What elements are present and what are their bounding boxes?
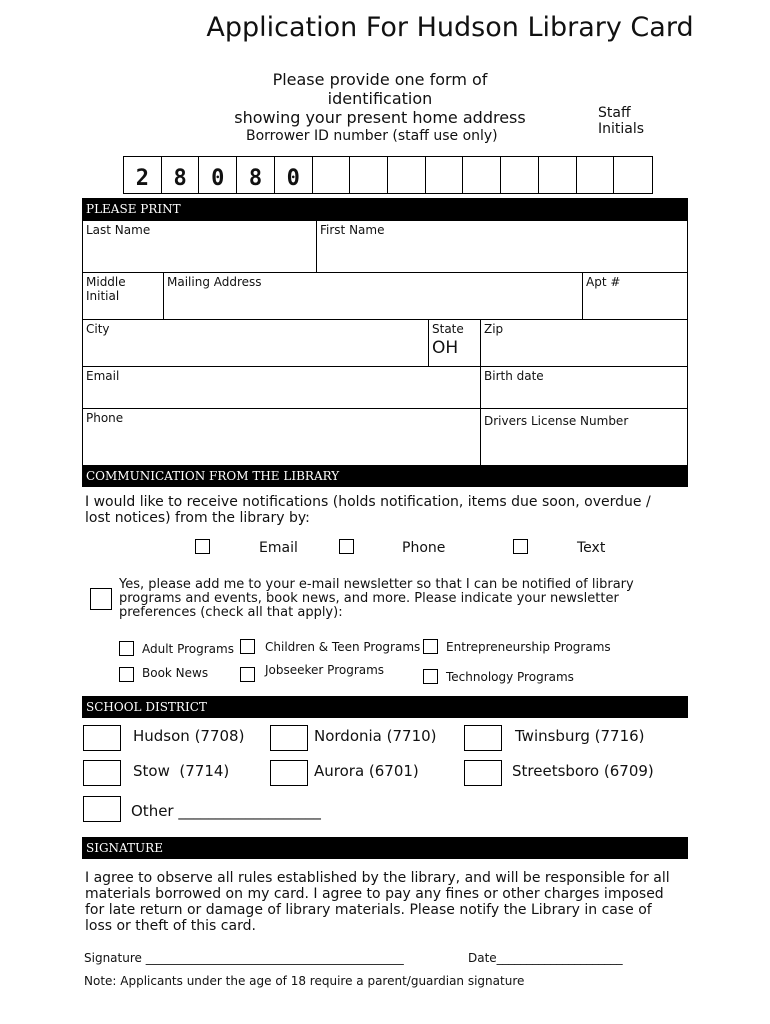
drivers-license-label: Drivers License Number xyxy=(484,414,629,428)
drivers-license-field[interactable] xyxy=(480,408,688,466)
parent-signature-note: Note: Applicants under the age of 18 require a parent/guardian signature xyxy=(84,974,525,988)
phone-field[interactable] xyxy=(82,408,481,466)
technology-programs-checkbox[interactable] xyxy=(423,669,438,684)
borrower-id-digit[interactable] xyxy=(313,157,351,193)
state-value: OH xyxy=(432,338,459,358)
borrower-id-digit[interactable] xyxy=(426,157,464,193)
email-notification-label: Email xyxy=(259,540,298,556)
borrower-id-digit[interactable]: 8 xyxy=(237,157,275,193)
borrower-id-digit[interactable] xyxy=(577,157,615,193)
nordonia-district-box[interactable] xyxy=(270,725,308,751)
first-name-field[interactable] xyxy=(316,220,688,273)
agreement-text: I agree to observe all rules established by the library, and will be responsible for all materials borrowed on my card. I agree to pay any fines or other charges imposed for late return or damage of library materials. Please notify the Library in case of loss or theft of this card. xyxy=(85,870,670,934)
borrower-id-digit[interactable] xyxy=(501,157,539,193)
city-field[interactable] xyxy=(82,319,429,367)
streetsboro-district-box[interactable] xyxy=(464,760,502,786)
borrower-id-digit[interactable]: 2 xyxy=(124,157,162,193)
birth-date-label: Birth date xyxy=(484,369,544,383)
communication-header: COMMUNICATION FROM THE LIBRARY xyxy=(82,465,688,487)
borrower-id-digit[interactable]: 8 xyxy=(162,157,200,193)
personal-info-grid xyxy=(82,220,688,466)
borrower-id-digit[interactable] xyxy=(388,157,426,193)
other-district-box[interactable] xyxy=(83,796,121,822)
id-instructions-line-1: Please provide one form of identification xyxy=(272,70,488,108)
entrepreneurship-programs-checkbox[interactable] xyxy=(423,639,438,654)
hudson-district-box[interactable] xyxy=(83,725,121,751)
phone-label: Phone xyxy=(86,411,124,425)
apt-field[interactable] xyxy=(582,272,688,320)
last-name-field[interactable] xyxy=(82,220,317,273)
borrower-id-digit[interactable] xyxy=(350,157,388,193)
newsletter-checkbox[interactable] xyxy=(90,588,112,610)
id-instructions xyxy=(230,70,530,127)
other-district-label[interactable]: Other ___________________ xyxy=(131,802,321,820)
phone-notification-label: Phone xyxy=(402,540,446,556)
book-news-checkbox[interactable] xyxy=(119,667,134,682)
staff-initials-label xyxy=(598,105,644,137)
state-label: State xyxy=(432,322,464,336)
date-line[interactable]: Date_____________________ xyxy=(468,951,623,965)
jobseeker-programs-label: Jobseeker Programs xyxy=(265,663,385,677)
stow-district-box[interactable] xyxy=(83,760,121,786)
birth-date-field[interactable] xyxy=(480,366,688,409)
last-name-label: Last Name xyxy=(86,223,151,237)
state-field[interactable] xyxy=(428,319,481,367)
middle-initial-label: Middle Initial xyxy=(86,275,126,303)
apt-label: Apt # xyxy=(586,275,621,289)
borrower-id-digit[interactable] xyxy=(614,157,652,193)
twinsburg-district-label: Twinsburg (7716) xyxy=(515,727,645,745)
text-notification-label: Text xyxy=(577,540,606,556)
please-print-header: PLEASE PRINT xyxy=(82,198,688,220)
entrepreneurship-programs-label: Entrepreneurship Programs xyxy=(446,640,611,654)
email-label: Email xyxy=(86,369,120,383)
adult-programs-checkbox[interactable] xyxy=(119,641,134,656)
text-notification-checkbox[interactable] xyxy=(513,539,528,554)
zip-label: Zip xyxy=(484,322,504,336)
children-teen-programs-label: Children & Teen Programs xyxy=(265,640,421,654)
technology-programs-label: Technology Programs xyxy=(446,670,574,684)
borrower-id-digit[interactable] xyxy=(539,157,577,193)
book-news-label: Book News xyxy=(142,666,209,680)
staff-initials-line-1: Staff xyxy=(598,105,631,121)
city-label: City xyxy=(86,322,110,336)
stow-district-label: Stow (7714) xyxy=(133,762,230,780)
borrower-id-label: Borrower ID number (staff use only) xyxy=(246,128,498,144)
zip-field[interactable] xyxy=(480,319,688,367)
newsletter-text: Yes, please add me to your e-mail newsletter so that I can be notified of library programs and events, book news, and more. Please indicate your newsletter preferences (check all that apply): xyxy=(119,577,634,620)
nordonia-district-label: Nordonia (7710) xyxy=(314,727,437,745)
streetsboro-district-label: Streetsboro (6709) xyxy=(512,762,654,780)
phone-notification-checkbox[interactable] xyxy=(339,539,354,554)
aurora-district-label: Aurora (6701) xyxy=(314,762,419,780)
signature-line[interactable]: Signature ___________________________________________ xyxy=(84,951,404,965)
borrower-id-boxes xyxy=(123,156,653,194)
email-field[interactable] xyxy=(82,366,481,409)
aurora-district-box[interactable] xyxy=(270,760,308,786)
email-notification-checkbox[interactable] xyxy=(195,539,210,554)
children-teen-programs-checkbox[interactable] xyxy=(240,639,255,654)
mailing-address-field[interactable] xyxy=(163,272,583,320)
hudson-district-label: Hudson (7708) xyxy=(133,727,245,745)
school-district-header: SCHOOL DISTRICT xyxy=(82,696,688,718)
notification-instructions: I would like to receive notifications (holds notification, items due soon, overdue / lost notices) from the library by: xyxy=(85,494,651,526)
id-instructions-line-2: showing your present home address xyxy=(234,108,526,127)
first-name-label: First Name xyxy=(320,223,385,237)
twinsburg-district-box[interactable] xyxy=(464,725,502,751)
borrower-id-digit[interactable]: 0 xyxy=(275,157,313,193)
middle-initial-field[interactable] xyxy=(82,272,164,320)
page-title: Application For Hudson Library Card xyxy=(206,12,694,43)
adult-programs-label: Adult Programs xyxy=(142,642,234,656)
borrower-id-digit[interactable] xyxy=(463,157,501,193)
mailing-address-label: Mailing Address xyxy=(167,275,262,289)
staff-initials-line-2: Initials xyxy=(598,121,645,137)
jobseeker-programs-checkbox[interactable] xyxy=(240,667,255,682)
borrower-id-digit[interactable]: 0 xyxy=(199,157,237,193)
signature-header: SIGNATURE xyxy=(82,837,688,859)
